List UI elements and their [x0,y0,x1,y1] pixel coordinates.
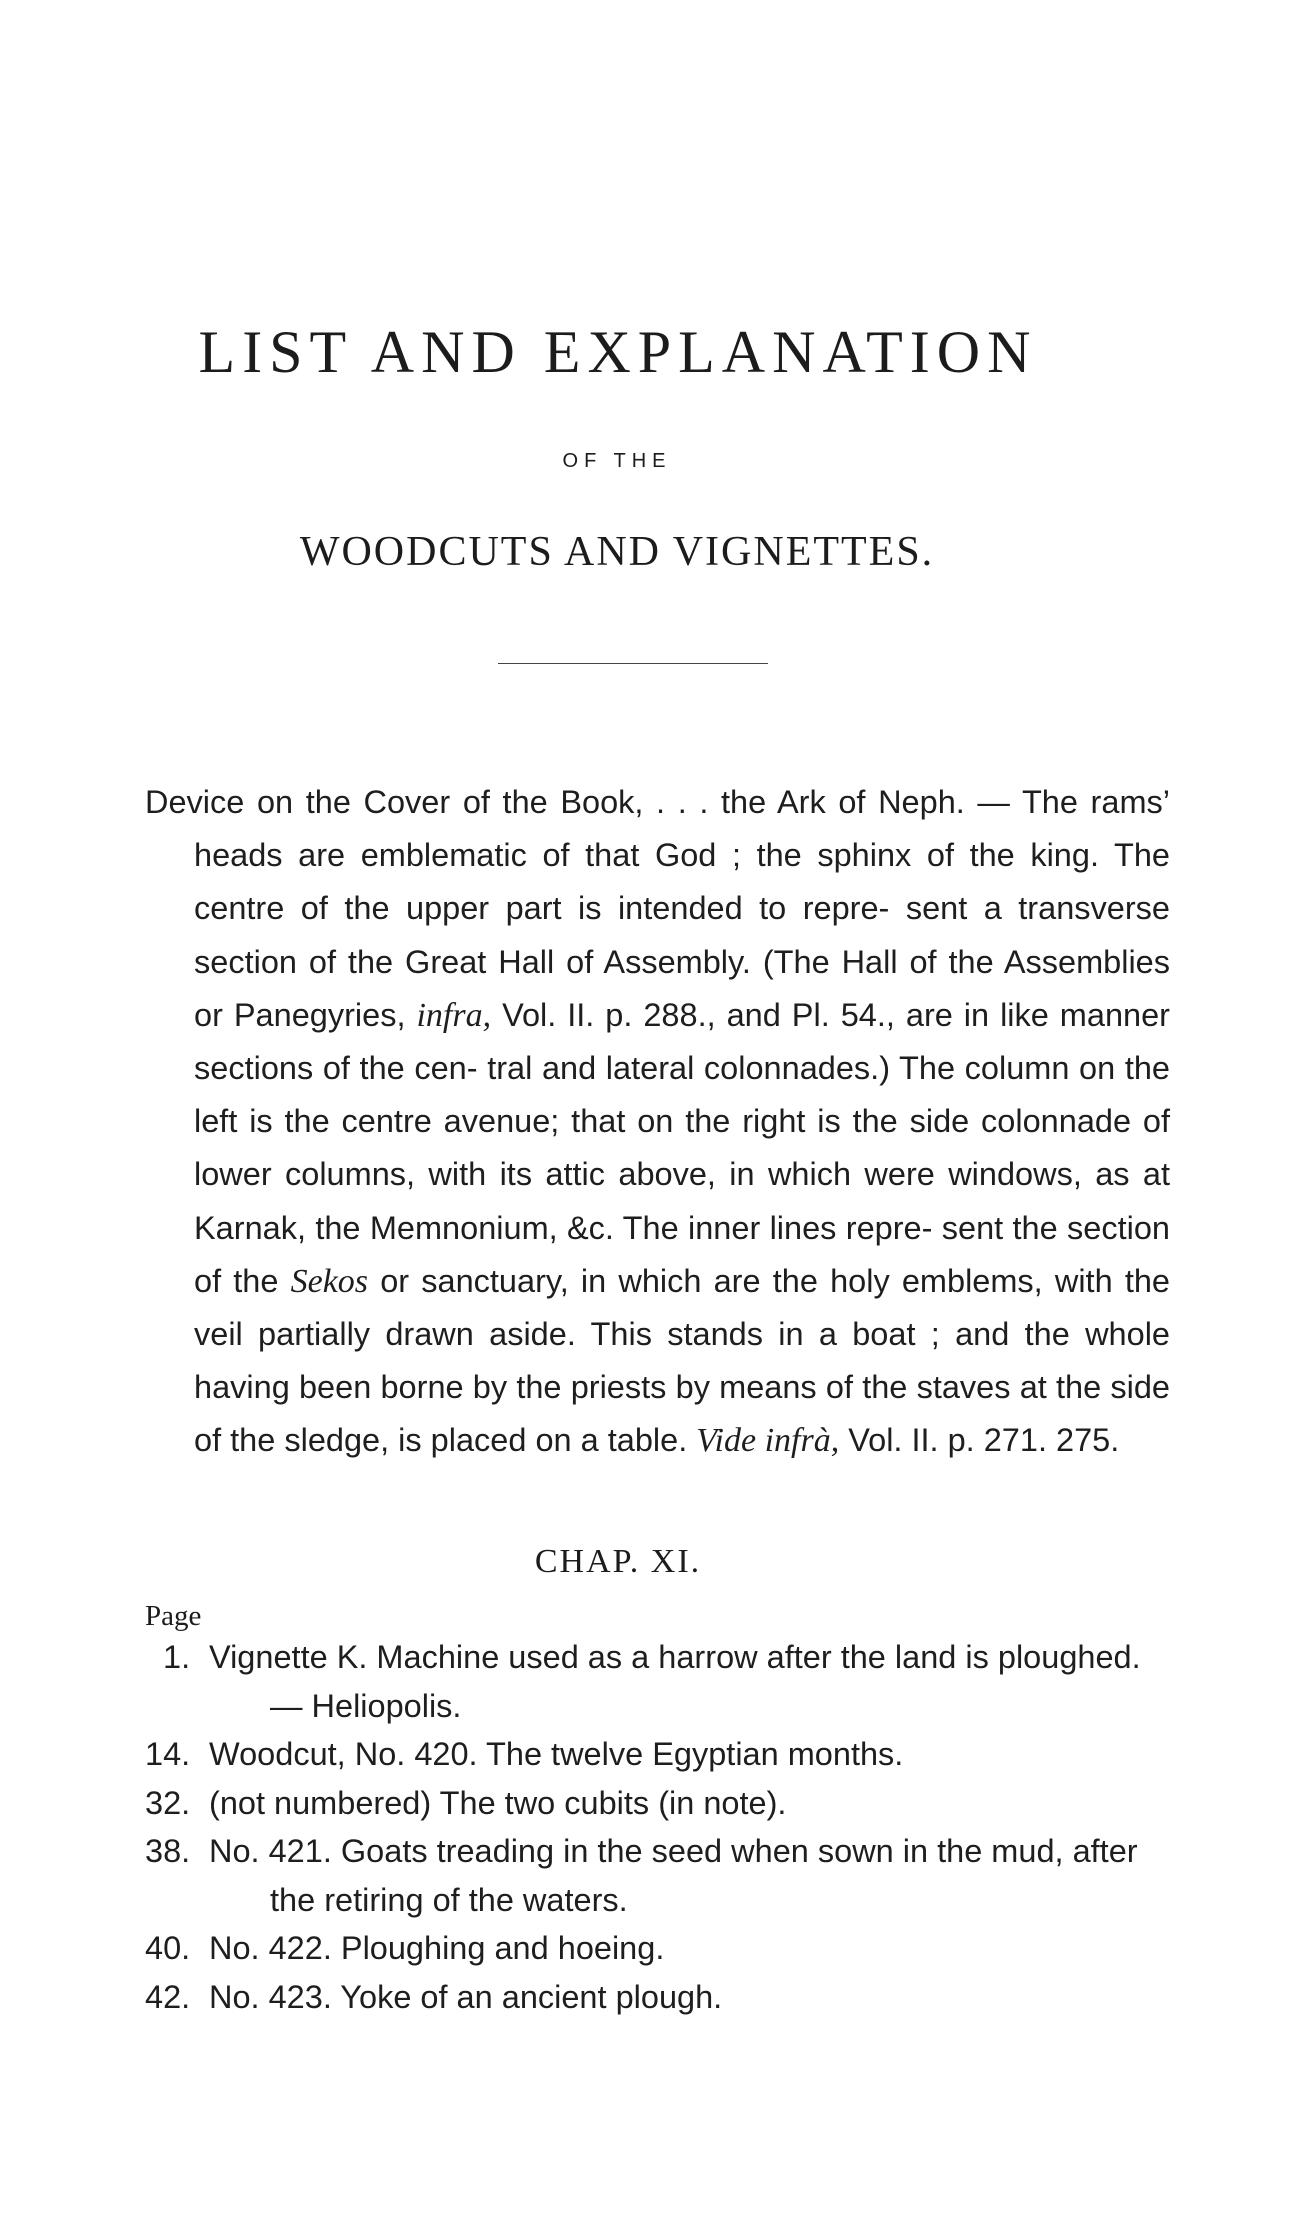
device-italic-sekos: Sekos [290,1262,369,1300]
title-connector: OF THE [562,450,672,472]
list-item [145,1779,1170,1828]
entry-text: Woodcut, No. 420. The twelve Egyptian months. [209,1736,904,1772]
entry-page-number: 38. [145,1833,191,1869]
entry-page-number: 40. [145,1930,191,1966]
entry-text: (not numbered) The two cubits (in note). [209,1784,787,1821]
list-item [145,1827,1170,1924]
entry-page-number: 1. [163,1639,191,1675]
entry-page-number: 32. [145,1784,191,1821]
chapter-heading: CHAP. XI. [534,1543,702,1580]
entry-page-number: 42. [145,1978,191,2015]
page-column-label: Page [145,1600,202,1632]
device-text-mid-1: Vol. II. p. 288., and Pl. 54., are in like manner sections of the cen- tral and lateral colonnades.) The column on the left is the centre avenue; that on the right is the side colonnade of lower columns, with its attic above, in which were windows, as at Karnak, the Memnonium, &c. The inner lines repre- sent the section of the [194,996,1170,1299]
page-subtitle: WOODCUTS AND VIGNETTES. [299,529,935,575]
page-title: LIST AND EXPLANATION [198,319,1038,385]
device-text-tail: Vol. II. p. 271. 275. [848,1422,1120,1459]
list-item [145,1973,1170,2022]
device-description [145,776,1170,1468]
entry-list [145,1633,1170,2021]
list-item [145,1730,1170,1779]
entry-text: No. 422. Ploughing and hoeing. [209,1930,665,1966]
device-italic-infra: infra, [416,996,492,1034]
entry-text: No. 421. Goats treading in the seed when sown in the mud, after the retiring of the waters. [209,1833,1138,1918]
entry-text: Vignette K. Machine used as a harrow after the land is ploughed. — Heliopolis. [209,1639,1141,1724]
list-item [145,1633,1170,1730]
device-text-mid-2: or sanctuary, in which are the holy emblems, with the veil partially drawn aside. This stands in a boat ; and the whole having been borne by the priests by means of the staves at the side of the sledge, is placed on a table. [194,1262,1170,1459]
entry-page-number: 14. [145,1736,191,1772]
divider-rule [498,663,768,664]
device-text-lead: Device on the Cover of the Book, . . . the Ark of Neph. — The rams’ heads are emblematic of that God ; the sphinx of the king. The centre of the upper part is intended to repre- sent a transverse section of the Great Hall of Assembly. (The Hall of the Assemblies or Panegyries, [145,784,1170,1033]
device-italic-vide: Vide infrà, [696,1422,840,1460]
list-item [145,1924,1170,1973]
entry-text: No. 423. Yoke of an ancient plough. [209,1978,723,2015]
